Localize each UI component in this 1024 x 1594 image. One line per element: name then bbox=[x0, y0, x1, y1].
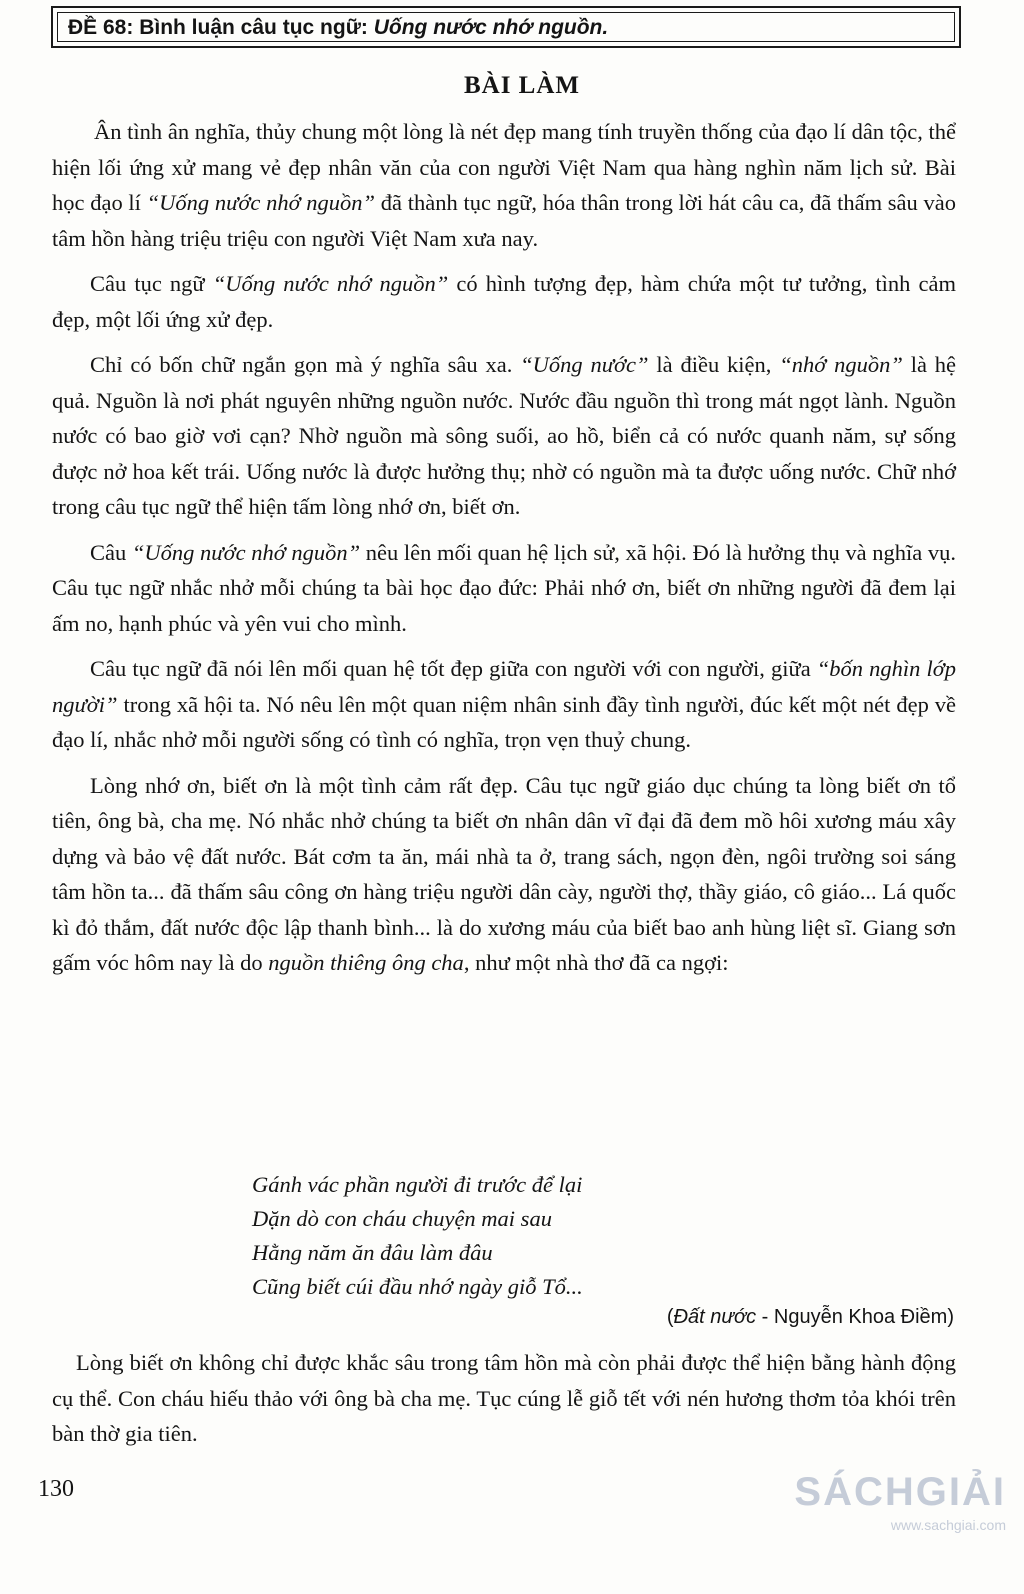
quote: “nhớ nguồn” bbox=[779, 352, 903, 377]
paragraph-6 bbox=[52, 768, 956, 981]
paragraph-text: Lòng nhớ ơn, biết ơn là một tình cảm rất đẹp. Câu tục ngữ giáo dục chúng ta lòng biết ơn tổ tiên, ông bà, cha mẹ. Nó nhắc nhở chúng ta biết ơn nhân dân vĩ đại đã đem mồ hôi xương máu xây dựng và bảo vệ đất nước. Bát cơm ta ăn, mái nhà ta ở, trang sách, ngọn đèn, ngôi trường soi sáng tâm hồn ta... đã thấm sâu công ơn hàng triệu người dân cày, người thợ, thầy giáo, cô giáo... Lá quốc kì đỏ thắm, đất nước độc lập thanh bình... là do xương máu của biết bao anh hùng liệt sĩ. Giang sơn gấm vóc hôm nay là do bbox=[52, 772, 956, 975]
paragraph-text: đã thành tục ngữ, hóa thân trong lời hát câu ca, đã thấm sâu vào tâm hồn hàng triệu triệu con người Việt Nam xưa nay. bbox=[52, 190, 956, 251]
paragraph-3 bbox=[52, 347, 956, 525]
paragraph-text: nêu lên mối quan hệ lịch sử, xã hội. Đó là hưởng thụ và nghĩa vụ. Câu tục ngữ nhắc nhở mỗi chúng ta bài học đạo đức: Phải nhớ ơn, biết ơn những người đã đem lại ấm no, hạnh phúc và yên vui cho mình. bbox=[52, 539, 956, 636]
poem-source bbox=[667, 1306, 954, 1329]
poem-excerpt bbox=[252, 1168, 583, 1304]
paragraph-text: là hệ quả. Nguồn là nơi phát nguyên những nguồn nước. Nước đầu nguồn thì trong mát ngọt lành. Nguồn nước có bao giờ vơi cạn? Nhờ nguồn mà sông suối, ao hồ, biển cả có nước quanh năm, sự sống được nở hoa kết trái. Uống nước là được hưởng thụ; nhờ có nguồn mà ta được uống nước. Chữ nhớ trong câu tục ngữ thể hiện tấm lòng nhớ ơn, biết ơn. bbox=[52, 352, 956, 519]
quote: “bốn nghìn lớp người” bbox=[52, 656, 957, 717]
poem-line: Dặn dò con cháu chuyện mai sau bbox=[252, 1206, 552, 1231]
exercise-header bbox=[57, 12, 955, 42]
quote: “Uống nước nhớ nguồn” bbox=[146, 190, 376, 215]
paragraph-text: Câu tục ngữ đã nói lên mối quan hệ tốt đẹp giữa con người với con người, giữa bbox=[90, 656, 817, 681]
poem-line: Cũng biết cúi đầu nhớ ngày giỗ Tổ... bbox=[252, 1274, 583, 1299]
page-number: 130 bbox=[38, 1476, 74, 1502]
source-paren: ( bbox=[666, 1306, 674, 1328]
quote: “Uống nước nhớ nguồn” bbox=[131, 539, 361, 565]
essay-body bbox=[52, 114, 956, 991]
paragraph-text: Ân tình ân nghĩa, thủy chung một lòng là nét đẹp mang tính truyền thống của đạo lí dân tộc, thể hiện lối ứng xử mang vẻ đẹp nhân văn của con người Việt Nam qua hàng nghìn năm lịch sử. Bài học đạo lí bbox=[52, 119, 956, 215]
paragraph-text: trong xã hội ta. Nó nêu lên một quan niệm nhân sinh đầy tình người, đúc kết một nét đẹp về đạo lí, nhắc nhở mỗi người sống có tình có nghĩa, trọn vẹn thuỷ chung. bbox=[52, 691, 956, 752]
italic-phrase: nguồn thiêng ông cha bbox=[268, 950, 464, 975]
paragraph-5 bbox=[52, 651, 956, 758]
paragraph-text: Câu tục ngữ bbox=[90, 271, 213, 296]
essay-body-continued bbox=[52, 1345, 956, 1452]
source-author: - Nguyễn Khoa Điềm) bbox=[756, 1306, 954, 1328]
quote: “Uống nước” bbox=[520, 352, 649, 377]
paragraph-7: Lòng biết ơn không chỉ được khắc sâu trong tâm hồn mà còn phải được thể hiện bằng hành động cụ thể. Con cháu hiếu thảo với ông bà cha mẹ. Tục cúng lễ giỗ tết với nén hương thơm tỏa khói trên bàn thờ gia tiên. bbox=[52, 1350, 956, 1446]
watermark-brand: SÁCHGIẢI bbox=[794, 1470, 1006, 1514]
exercise-proverb: Uống nước nhớ nguồn. bbox=[373, 16, 609, 39]
exercise-header-box bbox=[51, 6, 961, 48]
paragraph-text: Câu bbox=[90, 539, 132, 565]
poem-line: Hằng năm ăn đâu làm đâu bbox=[252, 1240, 493, 1265]
poem-line: Gánh vác phần người đi trước để lại bbox=[252, 1172, 583, 1197]
paragraph-text: Chỉ có bốn chữ ngắn gọn mà ý nghĩa sâu xa. bbox=[90, 352, 521, 377]
watermark-logo bbox=[794, 1470, 1006, 1533]
paragraph-text: có hình tượng đẹp, hàm chứa một tư tưởng, tình cảm đẹp, một lối ứng xử đẹp. bbox=[52, 271, 956, 332]
paragraph-2 bbox=[52, 266, 956, 337]
exercise-label: ĐỀ 68: Bình luận câu tục ngữ: bbox=[68, 16, 374, 39]
paragraph-text: là điều kiện, bbox=[648, 352, 780, 377]
quote: “Uống nước nhớ nguồn” bbox=[212, 271, 449, 296]
section-title: BÀI LÀM bbox=[463, 72, 581, 99]
source-work: Đất nước bbox=[673, 1306, 757, 1328]
paragraph-4 bbox=[52, 535, 956, 642]
watermark-url: www.sachgiai.com bbox=[890, 1517, 1006, 1533]
paragraph-1 bbox=[52, 114, 956, 256]
paragraph-text: , như một nhà thơ đã ca ngợi: bbox=[463, 950, 729, 975]
